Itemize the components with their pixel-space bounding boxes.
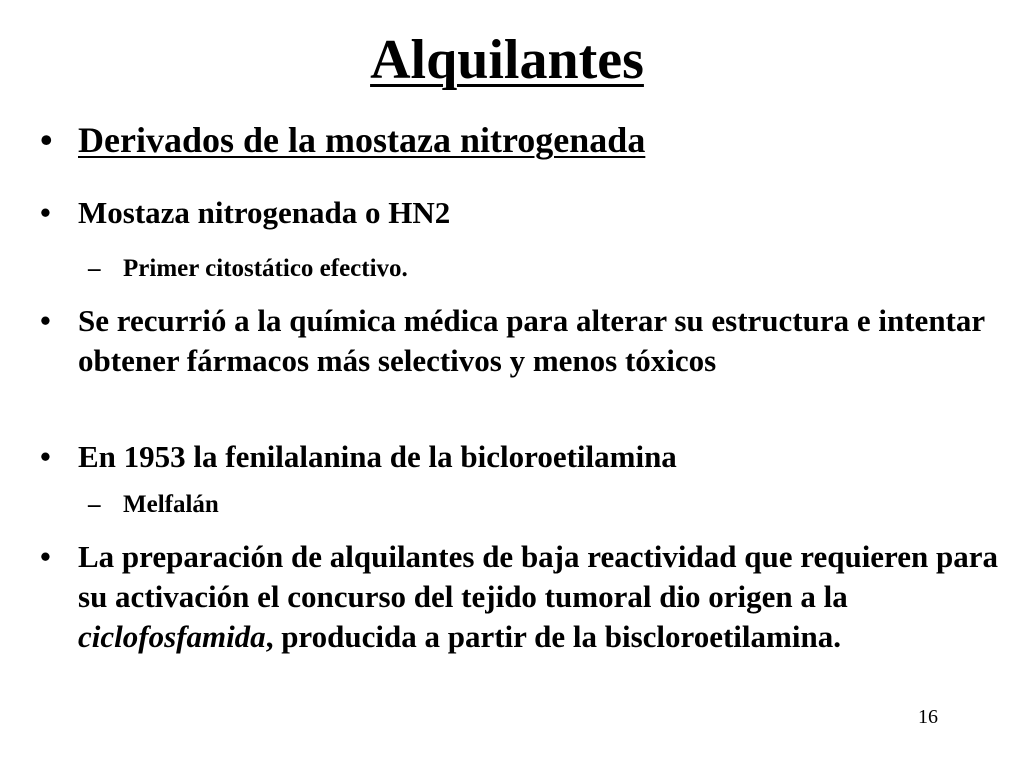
bullet-text-part: La preparación de alquilantes de baja reactividad que requieren para su activación el concurso del tejido tumoral dio origen a la: [78, 539, 999, 614]
page-number: 16: [918, 706, 938, 728]
bullet-text: Mostaza nitrogenada o HN2: [78, 195, 451, 230]
bullet-marker: •: [40, 539, 51, 574]
sub-bullet-text: Melfalán: [123, 491, 219, 518]
sub-bullet-item: [88, 254, 988, 284]
bullet-text: En 1953 la fenilalanina de la bicloroetilamina: [78, 439, 677, 474]
bullet-item: [40, 193, 1000, 233]
bullet-item-heading: [40, 120, 1000, 160]
dash-marker: –: [88, 255, 101, 282]
bullet-marker: •: [40, 120, 53, 160]
bullet-item: [40, 437, 1000, 477]
bullet-text-part: , producida a partir de la biscloroetilamina.: [265, 619, 841, 654]
sub-bullet-item: [88, 490, 988, 520]
bullet-text: [78, 537, 1000, 657]
bullet-text: Se recurrió a la química médica para alterar su estructura e intentar obtener fármacos más selectivos y menos tóxicos: [78, 303, 985, 378]
dash-marker: –: [88, 491, 101, 518]
bullet-marker: •: [40, 439, 51, 474]
bullet-item: [40, 301, 1000, 381]
bullet-item: [40, 537, 1000, 657]
slide-title: Alquilantes: [370, 29, 644, 91]
sub-bullet-text: Primer citostático efectivo.: [123, 255, 408, 282]
drug-name-italic: ciclofosfamida: [78, 619, 266, 654]
bullet-marker: •: [40, 303, 51, 338]
bullet-marker: •: [40, 195, 51, 230]
bullet-text: Derivados de la mostaza nitrogenada: [78, 120, 646, 160]
